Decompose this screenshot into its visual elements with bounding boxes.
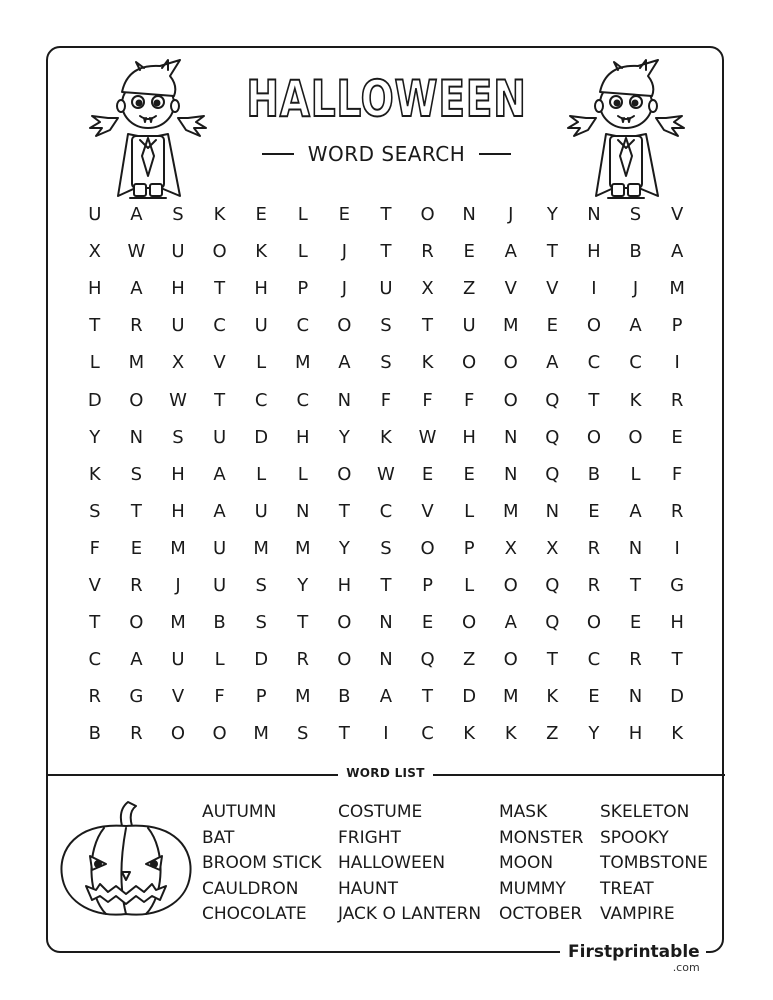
grid-letter: R xyxy=(130,315,143,337)
grid-letter: Q xyxy=(545,426,560,448)
brand-logo xyxy=(560,942,706,974)
page-title: HALLOWEEN xyxy=(246,70,527,128)
grid-letter: H xyxy=(171,278,185,300)
grid-letter: C xyxy=(379,500,393,522)
grid-letter: N xyxy=(628,686,643,708)
grid-letter: C xyxy=(254,389,268,411)
grid-letter: E xyxy=(463,463,475,485)
grid-letter: B xyxy=(213,612,226,634)
grid-letter: O xyxy=(337,315,352,337)
grid-letter: H xyxy=(295,426,310,448)
grid-letter: L xyxy=(256,463,267,485)
grid-letter: H xyxy=(171,463,185,485)
grid-letter: V xyxy=(504,278,517,300)
word-list-item: AUTUMN xyxy=(202,802,277,822)
grid-letter: E xyxy=(588,500,600,522)
grid-letter: U xyxy=(212,426,227,448)
grid-letter: R xyxy=(296,649,310,671)
grid-letter: N xyxy=(296,500,310,522)
grid-letter: H xyxy=(171,500,185,522)
grid-letter: H xyxy=(587,241,601,263)
grid-letter: T xyxy=(89,612,101,634)
grid-letter: O xyxy=(503,352,518,374)
grid-letter: W xyxy=(127,241,146,263)
grid-letter: O xyxy=(503,649,518,671)
grid-letter: C xyxy=(587,649,601,671)
grid-letter: A xyxy=(379,686,393,708)
grid-letter: U xyxy=(254,500,268,522)
subtitle-dash-right xyxy=(479,153,511,155)
grid-letter: O xyxy=(337,463,352,485)
word-list-item: MONSTER xyxy=(499,827,584,848)
grid-letter: J xyxy=(341,278,348,300)
word-list-column-2 xyxy=(338,800,481,928)
grid-letter: L xyxy=(464,574,475,596)
grid-letter: E xyxy=(546,315,559,337)
grid-letter: Q xyxy=(545,574,560,596)
grid-letter: M xyxy=(502,686,519,708)
grid-letter: A xyxy=(670,241,684,263)
grid-letter: S xyxy=(380,352,392,374)
grid-letter: T xyxy=(671,649,683,671)
grid-letter: D xyxy=(87,389,102,411)
grid-letter: O xyxy=(586,612,601,634)
grid-letter: A xyxy=(338,352,351,374)
grid-letter: Y xyxy=(546,204,558,226)
grid-letter: L xyxy=(256,352,267,374)
word-list-item: JACK O LANTERN xyxy=(338,904,482,925)
grid-letter: D xyxy=(254,649,269,671)
letter-grid xyxy=(74,196,698,752)
grid-letter: T xyxy=(89,315,101,337)
grid-letter: R xyxy=(88,686,102,708)
grid-letter: X xyxy=(546,537,559,559)
grid-letter: Y xyxy=(297,574,309,596)
grid-letter: C xyxy=(587,352,601,374)
grid-letter: K xyxy=(255,241,268,263)
grid-letter: D xyxy=(254,426,269,448)
grid-letter: A xyxy=(629,500,642,522)
grid-letter: A xyxy=(546,352,559,374)
grid-letter: E xyxy=(588,686,600,708)
grid-letter: P xyxy=(671,315,683,337)
grid-letter: Y xyxy=(89,426,101,448)
grid-letter: S xyxy=(89,500,101,522)
subtitle: WORD SEARCH xyxy=(307,142,466,166)
grid-letter: N xyxy=(462,204,476,226)
grid-letter: O xyxy=(212,241,227,263)
grid-letter: A xyxy=(629,315,642,337)
grid-letter: U xyxy=(212,574,227,596)
grid-letter: A xyxy=(130,278,143,300)
grid-letter: C xyxy=(296,315,310,337)
grid-letter: O xyxy=(503,389,518,411)
grid-letter: A xyxy=(213,463,226,485)
grid-letter: V xyxy=(546,278,559,300)
pumpkin-illustration xyxy=(56,800,196,920)
grid-letter: C xyxy=(421,723,434,745)
word-list-item: BROOM STICK xyxy=(202,853,322,874)
grid-letter: O xyxy=(420,537,435,559)
grid-letter: M xyxy=(295,537,311,559)
grid-letter: I xyxy=(383,723,389,745)
word-list-column-1 xyxy=(202,800,322,928)
grid-letter: Q xyxy=(545,612,560,634)
grid-letter: Z xyxy=(546,723,559,745)
grid-letter: N xyxy=(379,612,393,634)
word-list-item: FRIGHT xyxy=(338,827,401,848)
grid-letter: R xyxy=(629,649,642,671)
grid-letter: V xyxy=(421,500,434,522)
word-list-item: BAT xyxy=(202,827,235,848)
grid-letter: P xyxy=(297,278,309,300)
grid-letter: I xyxy=(674,352,680,374)
grid-letter: S xyxy=(629,204,642,226)
grid-letter: Q xyxy=(545,389,560,411)
grid-letter: T xyxy=(214,389,226,411)
grid-letter: K xyxy=(380,426,392,448)
grid-letter: O xyxy=(170,723,186,745)
word-list-divider-left xyxy=(48,774,338,776)
grid-letter: O xyxy=(129,389,144,411)
grid-letter: L xyxy=(297,204,308,226)
grid-letter: A xyxy=(130,649,143,671)
grid-letter: B xyxy=(629,241,642,263)
grid-letter: U xyxy=(171,315,185,337)
grid-letter: F xyxy=(463,389,475,411)
word-list-item: MASK xyxy=(499,802,548,822)
grid-letter: A xyxy=(504,241,517,263)
grid-letter: J xyxy=(341,241,348,263)
grid-letter: B xyxy=(88,723,101,745)
grid-letter: J xyxy=(175,574,181,596)
grid-letter: S xyxy=(172,204,184,226)
grid-letter: T xyxy=(297,612,309,634)
grid-letter: P xyxy=(255,686,267,708)
word-list-item: OCTOBER xyxy=(499,904,583,925)
grid-letter: T xyxy=(338,723,350,745)
grid-letter: U xyxy=(379,278,393,300)
grid-letter: N xyxy=(504,463,518,485)
word-list-item: TOMBSTONE xyxy=(600,853,708,874)
grid-letter: X xyxy=(171,352,185,374)
grid-letter: N xyxy=(337,389,352,411)
grid-letter: T xyxy=(338,500,350,522)
grid-letter: P xyxy=(463,537,475,559)
grid-letter: S xyxy=(255,612,267,634)
grid-letter: U xyxy=(171,241,185,263)
grid-letter: T xyxy=(630,574,642,596)
grid-letter: K xyxy=(546,686,559,708)
grid-letter: T xyxy=(214,278,226,300)
grid-letter: M xyxy=(253,537,269,559)
grid-letter: X xyxy=(421,278,434,300)
grid-letter: T xyxy=(588,389,600,411)
subtitle-row xyxy=(0,140,773,168)
grid-letter: C xyxy=(629,352,642,374)
grid-letter: O xyxy=(129,612,144,634)
grid-letter: N xyxy=(504,426,518,448)
grid-letter: R xyxy=(587,537,601,559)
grid-letter: A xyxy=(504,612,517,634)
word-list-item: SKELETON xyxy=(600,802,690,822)
grid-letter: K xyxy=(421,352,434,374)
grid-letter: M xyxy=(170,612,186,634)
grid-letter: B xyxy=(587,463,601,485)
grid-letter: L xyxy=(464,500,475,522)
grid-letter: O xyxy=(628,426,643,448)
word-list-item: CAULDRON xyxy=(202,878,299,899)
grid-letter: P xyxy=(422,574,433,596)
grid-letter: O xyxy=(462,352,477,374)
grid-letter: O xyxy=(503,574,518,596)
grid-letter: W xyxy=(169,389,187,411)
grid-letter: E xyxy=(255,204,267,226)
grid-letter: K xyxy=(213,204,226,226)
grid-letter: N xyxy=(545,500,560,522)
grid-letter: Z xyxy=(462,278,476,300)
grid-letter: I xyxy=(591,278,597,300)
grid-letter: G xyxy=(129,686,144,708)
grid-letter: M xyxy=(295,686,311,708)
grid-letter: R xyxy=(130,723,143,745)
grid-letter: Y xyxy=(338,537,350,559)
grid-letter: E xyxy=(421,463,434,485)
grid-letter: T xyxy=(380,204,392,226)
grid-letter: S xyxy=(297,723,309,745)
grid-letter: D xyxy=(670,686,685,708)
grid-letter: T xyxy=(130,500,142,522)
grid-letter: A xyxy=(213,500,226,522)
grid-letter: H xyxy=(670,612,684,634)
grid-letter: F xyxy=(214,686,225,708)
grid-letter: R xyxy=(670,389,684,411)
grid-letter: M xyxy=(253,723,269,745)
grid-letter: O xyxy=(586,315,601,337)
grid-letter: K xyxy=(463,723,476,745)
grid-letter: C xyxy=(296,389,310,411)
grid-letter: K xyxy=(629,389,642,411)
word-list-column-3 xyxy=(499,800,584,928)
grid-letter: B xyxy=(338,686,351,708)
grid-letter: L xyxy=(297,241,308,263)
grid-letter: L xyxy=(214,649,225,671)
grid-letter: Y xyxy=(338,426,350,448)
grid-letter: L xyxy=(297,463,308,485)
grid-letter: N xyxy=(628,537,643,559)
grid-letter: U xyxy=(462,315,476,337)
grid-letter: K xyxy=(504,723,517,745)
subtitle-dash-left xyxy=(262,153,294,155)
grid-letter: G xyxy=(670,574,685,596)
word-list-item: VAMPIRE xyxy=(600,904,675,925)
grid-letter: O xyxy=(586,426,601,448)
word-list-item: HAUNT xyxy=(338,878,398,899)
grid-letter: H xyxy=(337,574,352,596)
grid-letter: E xyxy=(671,426,683,448)
grid-letter: O xyxy=(420,204,435,226)
grid-letter: J xyxy=(632,278,639,300)
grid-letter: M xyxy=(128,352,145,374)
grid-letter: F xyxy=(422,389,433,411)
brand-name: Firstprintable xyxy=(568,942,700,962)
word-list-item: MUMMY xyxy=(499,878,566,899)
word-list-divider-right xyxy=(433,774,725,776)
grid-letter: O xyxy=(462,612,477,634)
grid-letter: N xyxy=(587,204,601,226)
grid-letter: V xyxy=(88,574,101,596)
grid-letter: D xyxy=(462,686,477,708)
grid-letter: S xyxy=(172,426,184,448)
grid-letter: M xyxy=(502,500,519,522)
grid-letter: F xyxy=(671,463,683,485)
grid-letter: W xyxy=(377,463,395,485)
grid-letter: L xyxy=(630,463,641,485)
grid-letter: E xyxy=(338,204,351,226)
grid-letter: N xyxy=(129,426,144,448)
grid-letter: M xyxy=(502,315,519,337)
grid-letter: O xyxy=(337,612,352,634)
grid-letter: J xyxy=(508,204,514,226)
grid-letter: T xyxy=(546,241,558,263)
grid-letter: H xyxy=(462,426,476,448)
grid-letter: T xyxy=(422,686,434,708)
grid-letter: V xyxy=(670,204,684,226)
grid-letter: S xyxy=(130,463,143,485)
grid-letter: E xyxy=(463,241,475,263)
grid-letter: Z xyxy=(462,649,476,671)
grid-letter: H xyxy=(254,278,268,300)
brand-domain: .com xyxy=(672,961,700,974)
grid-letter: U xyxy=(212,537,227,559)
grid-letter: F xyxy=(89,537,100,559)
grid-letter: M xyxy=(295,352,311,374)
grid-letter: R xyxy=(670,500,684,522)
grid-letter: Q xyxy=(545,463,560,485)
word-list-column-4 xyxy=(600,800,708,928)
word-list-item: SPOOKY xyxy=(600,827,669,848)
grid-letter: K xyxy=(88,463,101,485)
grid-letter: T xyxy=(380,574,392,596)
grid-letter: T xyxy=(422,315,434,337)
grid-letter: M xyxy=(170,537,186,559)
grid-letter: Y xyxy=(588,723,600,745)
grid-letter: E xyxy=(421,612,434,634)
grid-letter: E xyxy=(629,612,642,634)
grid-letter: M xyxy=(669,278,685,300)
grid-letter: S xyxy=(255,574,267,596)
grid-letter: Q xyxy=(420,649,435,671)
grid-letter: C xyxy=(213,315,226,337)
grid-letter: W xyxy=(418,426,437,448)
word-list-item: CHOCOLATE xyxy=(202,904,307,925)
grid-letter: V xyxy=(171,686,185,708)
word-list-label: WORD LIST xyxy=(346,766,425,780)
grid-letter: L xyxy=(89,352,100,374)
grid-letter: S xyxy=(380,537,392,559)
grid-letter: U xyxy=(171,649,185,671)
grid-letter: X xyxy=(88,241,101,263)
grid-letter: K xyxy=(671,723,684,745)
grid-letter: R xyxy=(130,574,143,596)
word-list-item: MOON xyxy=(499,853,554,874)
grid-letter: U xyxy=(88,204,102,226)
grid-letter: N xyxy=(379,649,393,671)
grid-letter: I xyxy=(674,537,680,559)
grid-letter: X xyxy=(504,537,517,559)
grid-letter: E xyxy=(130,537,143,559)
grid-letter: F xyxy=(380,389,392,411)
grid-letter: U xyxy=(254,315,268,337)
grid-letter: T xyxy=(546,649,558,671)
grid-letter: H xyxy=(628,723,643,745)
grid-letter: R xyxy=(587,574,601,596)
grid-letter: H xyxy=(88,278,102,300)
grid-letter: O xyxy=(212,723,227,745)
grid-letter: S xyxy=(380,315,392,337)
grid-letter: T xyxy=(380,241,392,263)
word-list-item: COSTUME xyxy=(338,802,423,822)
word-list-item: HALLOWEEN xyxy=(338,853,446,874)
grid-letter: R xyxy=(421,241,434,263)
grid-letter: O xyxy=(337,649,352,671)
grid-letter: C xyxy=(88,649,102,671)
word-list-item: TREAT xyxy=(600,878,654,899)
grid-letter: V xyxy=(213,352,226,374)
grid-letter: A xyxy=(130,204,143,226)
